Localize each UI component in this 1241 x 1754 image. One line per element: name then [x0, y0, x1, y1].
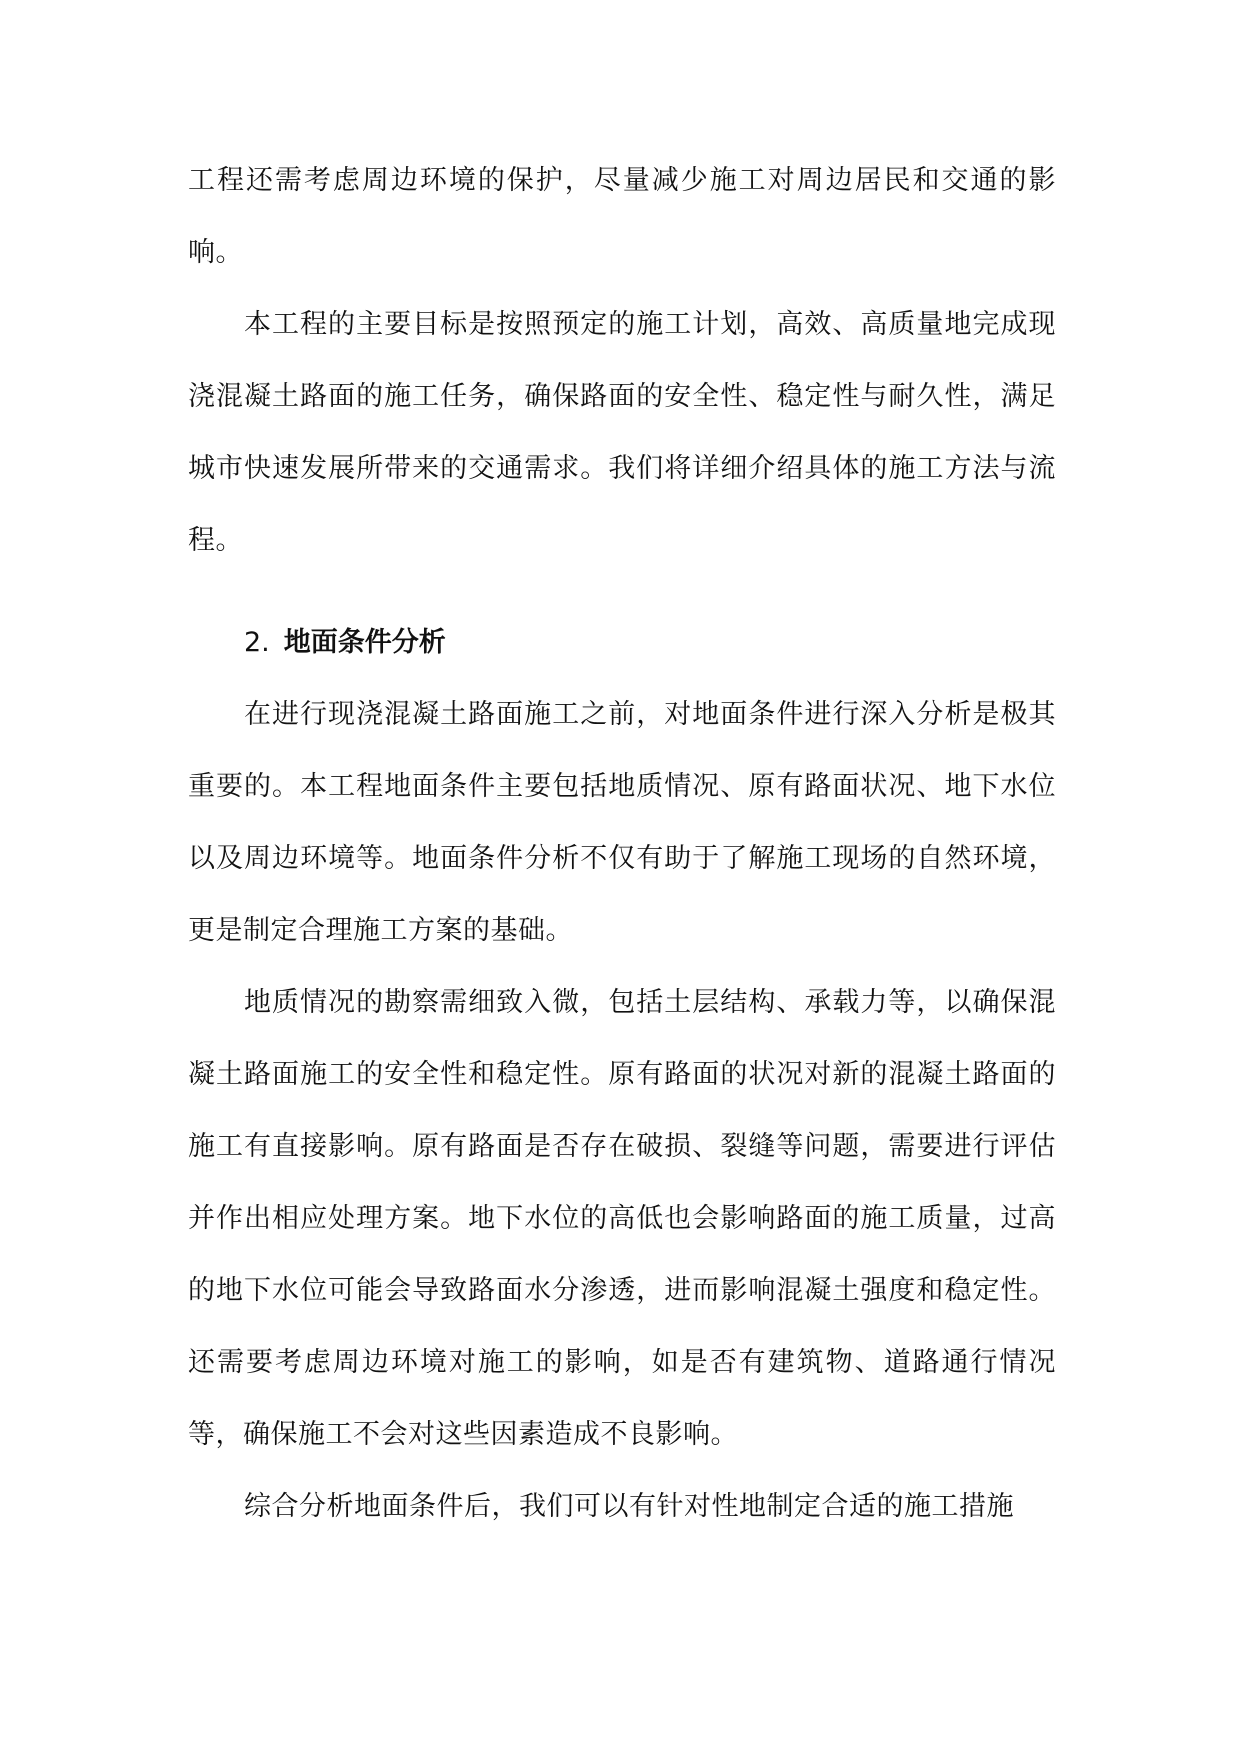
section-heading — [188, 607, 1056, 679]
paragraph-summary: 综合分析地面条件后，我们可以有针对性地制定合适的施工措施 — [244, 1491, 1014, 1522]
paragraph-intro: 在进行现浇混凝土路面施工之前，对地面条件进行深入分析是极其重要的。本工程地面条件主要包括地质情况、原有路面状况、地下水位以及周边环境等。地面条件分析不仅有助于了解施工现场的自然环境，更是制定合理施工方案的基础。 — [188, 699, 1056, 946]
paragraph-objective: 本工程的主要目标是按照预定的施工计划，高效、高质量地完成现浇混凝土路面的施工任务，确保路面的安全性、稳定性与耐久性，满足城市快速发展所带来的交通需求。我们将详细介绍具体的施工方法与流程。 — [188, 309, 1056, 556]
section-number: 2. — [244, 627, 270, 658]
paragraph-continuation: 工程还需考虑周边环境的保护，尽量减少施工对周边居民和交通的影响。 — [188, 165, 1056, 268]
paragraph-geology: 地质情况的勘察需细致入微，包括土层结构、承载力等，以确保混凝土路面施工的安全性和稳定性。原有路面的状况对新的混凝土路面的施工有直接影响。原有路面是否存在破损、裂缝等问题，需要进行评估并作出相应处理方案。地下水位的高低也会影响路面的施工质量，过高的地下水位可能会导致路面水分渗透，进而影响混凝土强度和稳定性。还需要考虑周边环境对施工的影响，如是否有建筑物、道路通行情况等，确保施工不会对这些因素造成不良影响。 — [188, 987, 1056, 1450]
document-page — [188, 145, 1056, 1705]
section-title: 地面条件分析 — [283, 627, 446, 658]
